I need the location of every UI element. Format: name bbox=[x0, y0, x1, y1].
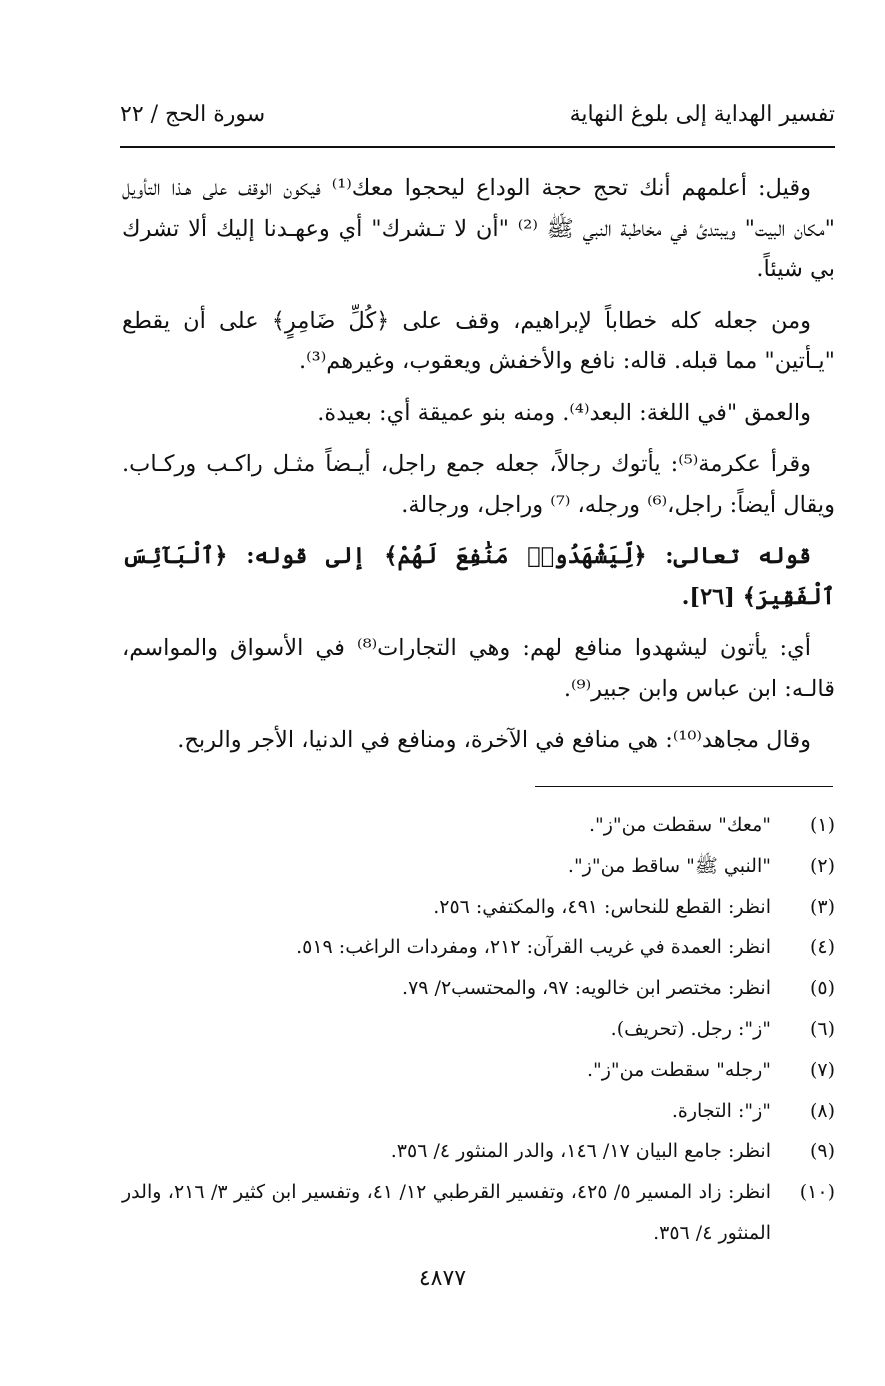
verse-heading: قوله تعالى: ﴿لِّيَشْهَدُوا۟ مَنَٰفِعَ لَهُمْ﴾ إلى قوله: ﴿ٱلْبَآئِسَ ٱلْفَقِيرَ﴾ [٢٦]. bbox=[122, 543, 835, 610]
main-text bbox=[122, 168, 835, 772]
footnote-number: (٩) bbox=[809, 1140, 835, 1163]
footnote-text: "رجله" سقطت من"ز". bbox=[586, 1058, 771, 1081]
footnote-number: (٢) bbox=[809, 854, 835, 877]
paragraph: وقيل: أعلمهم أنك تحج حجة الوداع ليحجوا معك⁽¹⁾ فيكون الوقف على هـذا التأويل "مكان البيت" ويبتدئ في مخاطبة النبي ﷺ ⁽²⁾ "أن لا تـشرك" أي وعهـدنا إليك ألا تشرك بي شيئاً. bbox=[122, 175, 835, 282]
footnote-number: (٧) bbox=[809, 1058, 835, 1081]
header-divider bbox=[120, 146, 835, 148]
footnote-divider bbox=[535, 786, 833, 787]
footnote-text: انظر: زاد المسير ٥/ ٤٢٥، وتفسير القرطبي ١٢/ ٤١، وتفسير ابن كثير ٣/ ٢١٦، والدر المنثور ٤/ ٣٥٦. bbox=[122, 1181, 771, 1244]
footnote-item bbox=[122, 1009, 835, 1050]
footnote-item bbox=[122, 927, 835, 968]
paragraph: والعمق "في اللغة: البعد⁽⁴⁾. ومنه بنو عميقة أي: بعيدة. bbox=[317, 399, 811, 426]
footnote-number: (٦) bbox=[809, 1017, 835, 1040]
running-header bbox=[120, 98, 835, 138]
surah-label: سورة الحج / ٢٢ bbox=[120, 102, 266, 127]
book-title: تفسير الهداية إلى بلوغ النهاية bbox=[569, 102, 835, 127]
footnote-text: انظر: مختصر ابن خالويه: ٩٧، والمحتسب٢/ ٧٩. bbox=[402, 977, 771, 1000]
footnote-text: انظر: القطع للنحاس: ٤٩١، والمكتفي: ٢٥٦. bbox=[433, 895, 771, 918]
footnote-text: انظر: جامع البيان ١٧/ ١٤٦، والدر المنثور ٤/ ٣٥٦. bbox=[390, 1140, 771, 1163]
paragraph: ومن جعله كله خطاباً لإبراهيم، وقف على ﴿كُلِّ ضَامِرٍ﴾ على أن يقطع "يـأتين" مما قبله. قاله: نافع والأخفش ويعقوب، وغيرهم⁽³⁾. bbox=[122, 307, 835, 374]
footnote-number: (١) bbox=[809, 814, 835, 836]
footnote-text: انظر: العمدة في غريب القرآن: ٢١٢، ومفردات الراغب: ٥١٩. bbox=[296, 936, 771, 959]
footnote-text: "ز": رجل. (تحريف). bbox=[610, 1017, 771, 1040]
footnote-text: "ز": التجارة. bbox=[671, 1099, 771, 1122]
paragraph: أي: يأتون ليشهدوا منافع لهم: وهي التجارات⁽⁸⁾ في الأسواق والمواسم، قالـه: ابن عباس وابن جبير⁽⁹⁾. bbox=[122, 635, 835, 702]
footnote-item bbox=[122, 1091, 835, 1132]
footnote-item bbox=[122, 846, 835, 887]
footnote-item bbox=[122, 1050, 835, 1091]
footnote-item bbox=[122, 1172, 835, 1254]
footnote-item bbox=[122, 805, 835, 846]
footnote-number: (٨) bbox=[809, 1099, 835, 1122]
footnote-number: (٤) bbox=[809, 936, 835, 959]
footnote-number: (١٠) bbox=[799, 1181, 835, 1204]
footnote-text: "النبي ﷺ" ساقط من"ز". bbox=[567, 854, 771, 877]
footnote-number: (٥) bbox=[809, 977, 835, 1000]
footnotes bbox=[122, 805, 835, 1254]
footnote-item bbox=[122, 1131, 835, 1172]
footnote-item bbox=[122, 968, 835, 1009]
footnote-number: (٣) bbox=[809, 895, 835, 918]
footnote-item bbox=[122, 887, 835, 928]
page-number: ٤٨٧٧ bbox=[418, 1266, 467, 1291]
footnote-text: "معك" سقطت من"ز". bbox=[588, 814, 771, 836]
paragraph: وقرأ عكرمة⁽⁵⁾: يأتوك رجالاً، جعله جمع راجل، أيـضاً مثـل راكـب وركـاب. ويقال أيضاً: راجل،⁽⁶⁾ ورجله، ⁽⁷⁾ وراجل، ورجالة. bbox=[122, 451, 835, 518]
paragraph: وقال مجاهد⁽¹⁰⁾: هي منافع في الآخرة، ومنافع في الدنيا، الأجر والربح. bbox=[177, 727, 811, 753]
